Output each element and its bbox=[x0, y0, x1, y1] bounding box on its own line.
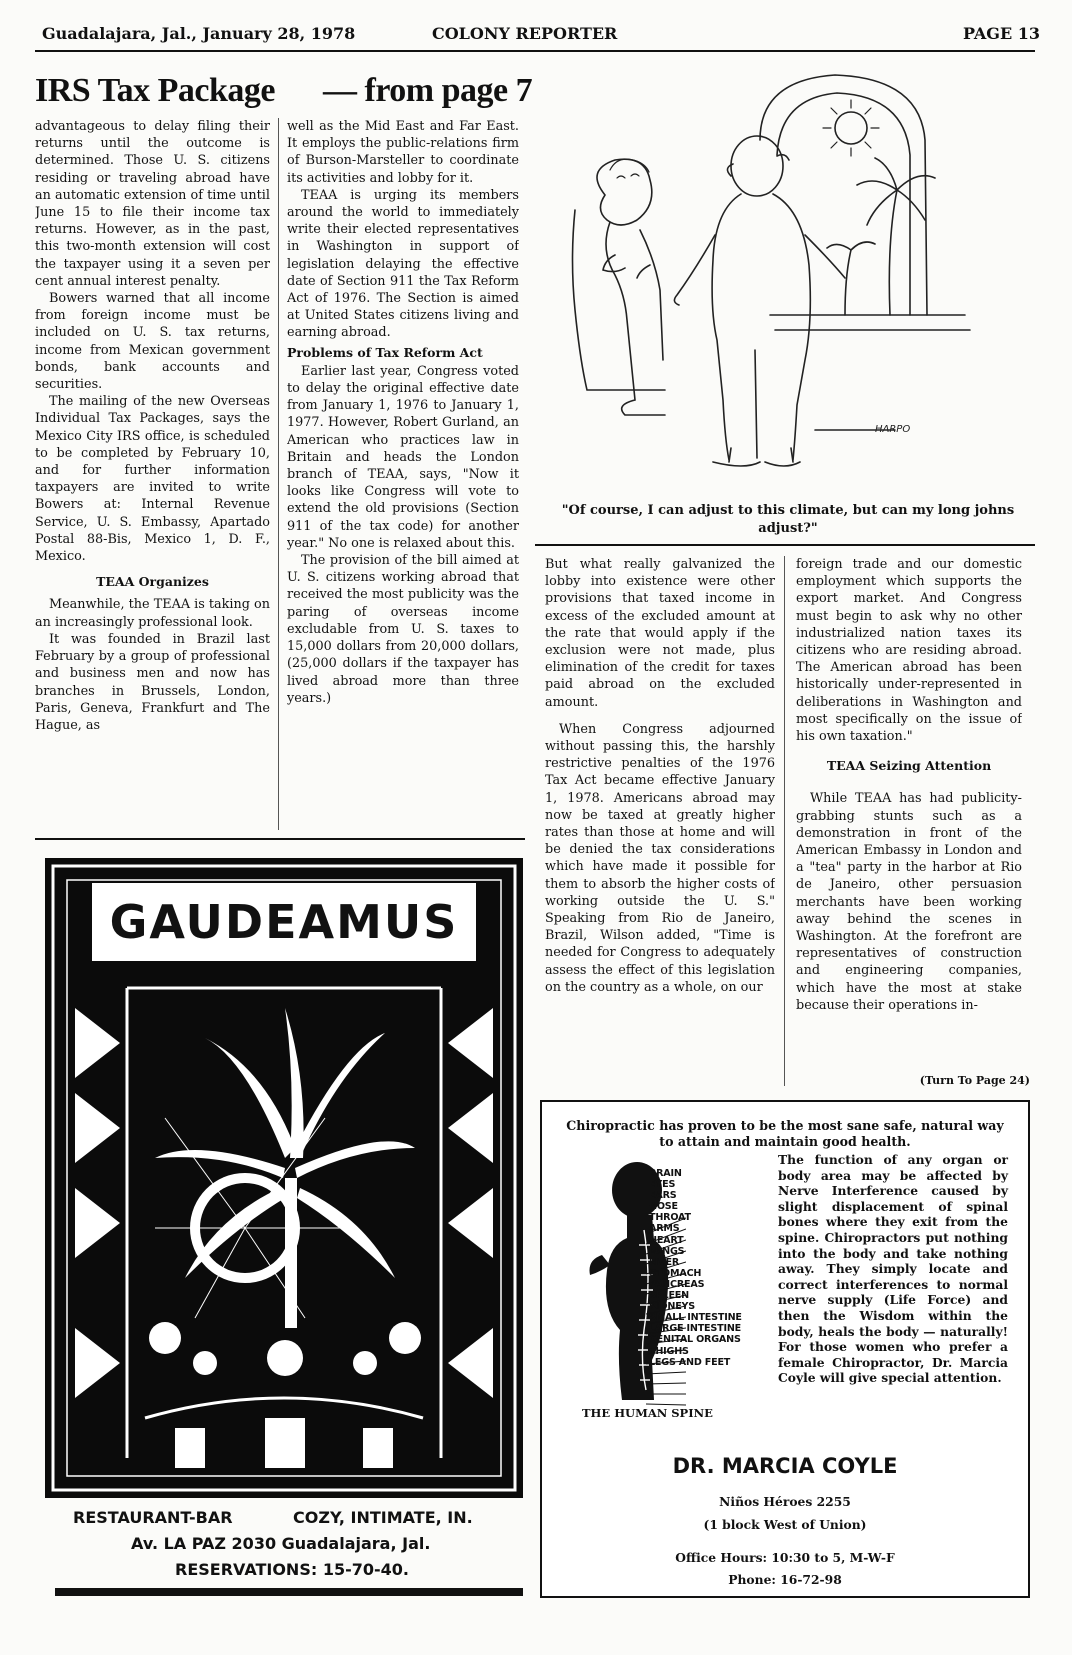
paragraph: When Congress adjourned without passing this, the harshly restrictive penalties of the 1976 Tax Act became effective January 1, 1978. Americans abroad may now be taxed at greatly higher rates than those at home and will be denied the tax considerations which have made it possible for them to absorb the higher costs of working outside the U. S." Speaking from Rio de Janeiro, Brazil, Wilson added, "Time is needed for Congress to adequately assess the effect of this legislation on the country as a whole, on our bbox=[545, 721, 775, 995]
spine-label: THE HUMAN SPINE bbox=[582, 1406, 713, 1420]
paragraph: foreign trade and our domestic employment which supports the export market. And Congress must begin to ask why no other industrialized nation taxes its citizens who are residing abroad. The American abroad has been historically under-represented in deliberations in Washington and most specifically on the issue of his own taxation." bbox=[796, 557, 1022, 745]
organ-label: SPLEEN bbox=[649, 1290, 689, 1302]
paragraph: It was founded in Brazil last February by a group of professional and business men and now has branches in Brussels, London, Paris, Geneva, Frankfurt and The Hague, as bbox=[35, 631, 270, 733]
ad-artwork bbox=[45, 858, 523, 1498]
cartoon-caption: "Of course, I can adjust to this climate, but can my long johns adjust?" bbox=[561, 503, 1015, 536]
ad-chiropractic bbox=[540, 1100, 1030, 1598]
ad-address: Av. LA PAZ 2030 Guadalajara, Jal. bbox=[131, 1534, 431, 1553]
article-column-4 bbox=[796, 556, 1022, 1096]
subhead-problems: Problems of Tax Reform Act bbox=[287, 344, 483, 360]
organ-label: SMALL INTESTINE bbox=[649, 1312, 742, 1324]
organ-label: THROAT bbox=[649, 1212, 691, 1224]
page-number: PAGE 13 bbox=[963, 24, 1040, 43]
organ-label: LUNGS bbox=[649, 1245, 685, 1257]
header-rule bbox=[35, 50, 1035, 52]
paragraph: The mailing of the new Overseas Individual Tax Packages, says the Mexico City IRS office, is scheduled to be completed by February 10, and for further information taxpayers are invited to write Bowers at: Internal Revenue Service, U. S. Embassy, Apartado Postal 88-Bis, Mexico 1, D. F., Mexico. bbox=[35, 394, 270, 565]
cartoon-illustration bbox=[545, 60, 1045, 500]
headline-main: IRS Tax Package bbox=[35, 72, 275, 109]
paper-name: COLONY REPORTER bbox=[432, 24, 618, 43]
column-divider bbox=[278, 118, 279, 830]
ad-reservations: RESERVATIONS: 15-70-40. bbox=[175, 1560, 409, 1579]
organ-label: PANCREAS bbox=[649, 1278, 705, 1290]
paragraph: Meanwhile, the TEAA is taking on an increasingly professional look. bbox=[35, 597, 270, 630]
paragraph: Bowers warned that all income from foreign income must be included on U. S. tax returns, income from Mexican government bonds, bank accounts and securities. bbox=[35, 291, 270, 393]
article-headline bbox=[35, 72, 533, 112]
cartoon bbox=[545, 60, 1045, 500]
organ-label: BRAIN bbox=[649, 1168, 682, 1179]
paragraph: The provision of the bill aimed at U. S. citizens working abroad that received the most publicity was the paring of overseas income excludable from U. S. taxes to 15,000 dollars from 20,000 dollars, (25,000 dollars if the taxpayer has lived abroad more than three years.) bbox=[287, 553, 519, 706]
organ-label: NOSE bbox=[649, 1201, 678, 1213]
article-column-3 bbox=[545, 556, 775, 1096]
chiro-body: The function of any organ or body area may be affected by Nerve Interference caused by slight displacement of spinal bones where they exit from the spine. Chiropractors put nothing into the body and take nothing away. They simply locate and correct interferences to normal nerve supply (Life Force) and then the Wisdom within the body, heals the body — naturally! For those women who prefer a female Chiropractor, Dr. Marcia Coyle will give special attention. bbox=[778, 1152, 1008, 1386]
organ-label: EARS bbox=[649, 1190, 677, 1202]
ad-line-restaurant: RESTAURANT-BAR bbox=[73, 1508, 233, 1527]
section-rule bbox=[535, 544, 1035, 546]
jump-line: (Turn To Page 24) bbox=[919, 1074, 1030, 1087]
headline-jump: — from page 7 bbox=[323, 72, 533, 109]
organ-label: LARGE INTESTINE bbox=[649, 1323, 741, 1335]
article-column-2 bbox=[287, 118, 519, 838]
organ-label: HEART bbox=[649, 1234, 684, 1246]
paragraph: But what really galvanized the lobby into existence were other provisions that taxed income in excess of the excluded amount at the rate that would apply if the exclusion were not made, plus elimination of the credit for taxes paid abroad on the excluded amount. bbox=[545, 557, 775, 710]
ad-bottom-rule bbox=[55, 1588, 523, 1596]
ad-line-cozy: COZY, INTIMATE, IN. bbox=[293, 1508, 473, 1527]
chiro-phone: Phone: 16-72-98 bbox=[728, 1572, 842, 1587]
paragraph: TEAA is urging its members around the world to immediately write their elected representatives in Washington in support of legislation delaying the effective date of Section 911 the Tax Reform Act of 1976. The Section is aimed at United States citizens living and earning abroad. bbox=[287, 187, 519, 341]
article-column-1 bbox=[35, 118, 270, 838]
organ-list bbox=[649, 1168, 759, 1368]
section-rule bbox=[35, 838, 525, 840]
organ-label: STOMACH bbox=[649, 1267, 702, 1279]
ad-gaudeamus bbox=[45, 858, 523, 1653]
paragraph: Earlier last year, Congress voted to delay the original effective date from January 1, 1976 to January 1, 1977. However, Robert Gurland, an American who practices law in Britain and heads the London branch of TEAA, says, "Now it looks like Congress will vote to extend the old provisions (Section 911 of the tax code) for another year." No one is relaxed about this. bbox=[287, 363, 519, 551]
organ-label: GENITAL ORGANS bbox=[649, 1334, 741, 1346]
cartoon-signature: HARPO bbox=[875, 424, 911, 435]
chiro-directions: (1 block West of Union) bbox=[703, 1517, 867, 1532]
organ-label: THIGHS bbox=[649, 1345, 689, 1357]
doctor-name: DR. MARCIA COYLE bbox=[672, 1454, 898, 1478]
chiro-address: Niños Héroes 2255 bbox=[719, 1494, 851, 1509]
paragraph: advantageous to delay filing their returns until the outcome is determined. Those U. S. citizens residing or traveling abroad have an automatic extension of time until June 15 to file their income tax returns. However, as in the past, this two-month extension will cost the taxpayer using it a seven per cent annual interest penalty. bbox=[35, 119, 270, 289]
paragraph: well as the Mid East and Far East. It employs the public-relations firm of Burson-Marsteller to coordinate its activities and lobby for it. bbox=[287, 119, 519, 186]
paragraph: While TEAA has had publicity-grabbing stunts such as a demonstration in front of the American Embassy in London and a "tea" party in the harbor at Rio de Janeiro, other persuasion merchants have been working away behind the scenes in Washington. At the forefront are representatives of construction and engineering companies, which have the most at stake because their operations in- bbox=[796, 791, 1022, 1013]
organ-label: LEGS AND FEET bbox=[649, 1356, 731, 1368]
organ-label: EYES bbox=[649, 1179, 676, 1191]
subhead-seizing-attention: TEAA Seizing Attention bbox=[826, 758, 992, 774]
column-divider bbox=[784, 556, 785, 1086]
organ-label: KIDNEYS bbox=[649, 1301, 696, 1313]
ad-title-gaudeamus: GAUDEAMUS bbox=[95, 886, 473, 958]
subhead-teaa-organizes: TEAA Organizes bbox=[96, 574, 209, 590]
organ-label: ARMS bbox=[649, 1223, 680, 1235]
chiro-headline: Chiropractic has proven to be the most sane safe, natural way to attain and maintain good health. bbox=[566, 1118, 1004, 1149]
chiro-hours: Office Hours: 10:30 to 5, M-W-F bbox=[675, 1550, 895, 1565]
organ-label: LIVER bbox=[649, 1256, 680, 1268]
dateline: Guadalajara, Jal., January 28, 1978 bbox=[42, 24, 356, 43]
